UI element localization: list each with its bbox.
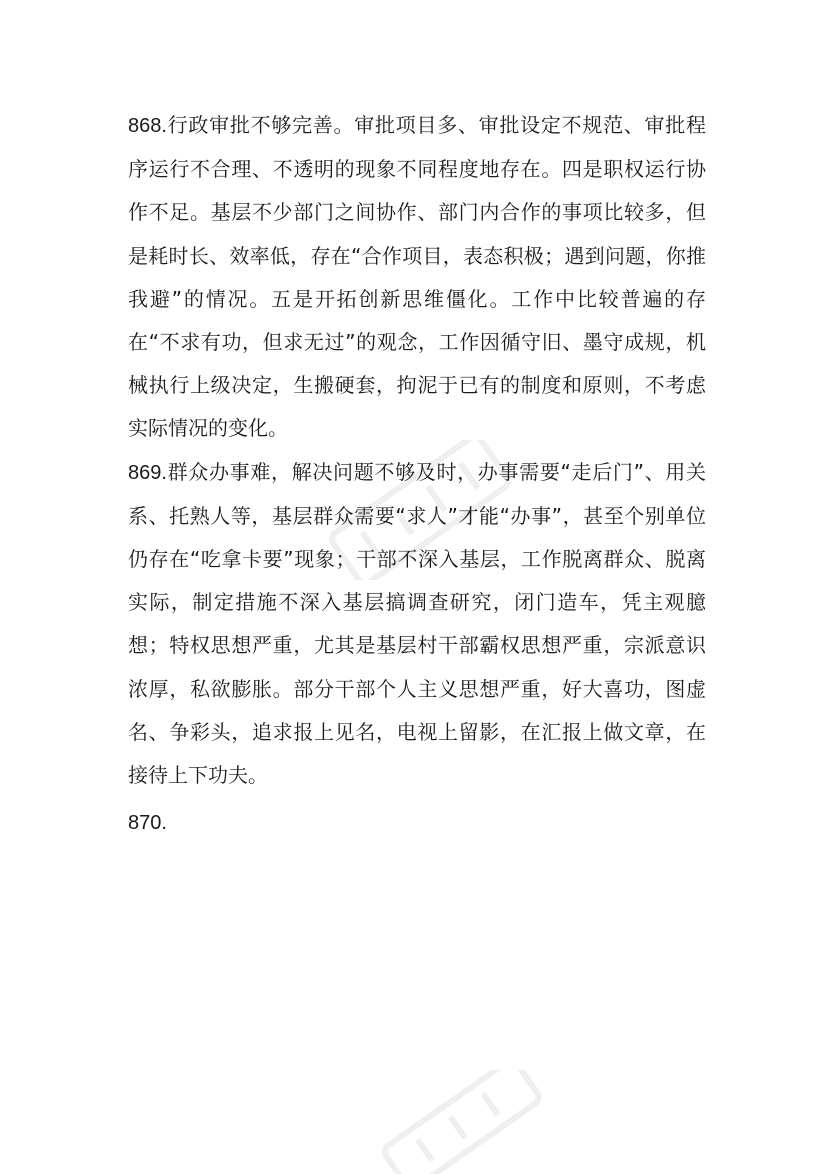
- paragraph-869: [128, 451, 706, 798]
- watermark-logo-bottom: [360, 1070, 560, 1174]
- paragraph-text: 群众办事难，解决问题不够及时，办事需要“走后门”、用关系、托熟人等，基层群众需要“求人”才能“办事”，甚至个别单位仍存在“吃拿卡要”现象；干部不深入基层，工作脱离群众、脱离实际，制定措施不深入基层搞调查研究，闭门造车，凭主观臆想；特权思想严重，尤其是基层村干部霸权思想严重，宗派意识浓厚，私欲膨胀。部分干部个人主义思想严重，好大喜功，图虚名、争彩头，追求报上见名，电视上留影，在汇报上做文章，在接待上下功夫。: [128, 459, 706, 788]
- paragraph-number: 870.: [128, 812, 167, 835]
- paragraph-number: 868.: [128, 115, 167, 137]
- paragraph-text: 行政审批不够完善。审批项目多、审批设定不规范、审批程序运行不合理、不透明的现象不同程度地存在。四是职权运行协作不足。基层不少部门之间协作、部门内合作的事项比较多，但是耗时长、效率低，存在“合作项目，表态积极；遇到问题，你推我避”的情况。五是开拓创新思维僵化。工作中比较普遍的存在“不求有功，但求无过”的观念，工作因循守旧、墨守成规，机械执行上级决定，生搬硬套，拘泥于已有的制度和原则，不考虑实际情况的变化。: [128, 113, 706, 441]
- paragraph-870: [128, 801, 706, 845]
- document-body: [128, 104, 706, 845]
- paragraph-868: [128, 104, 706, 451]
- paragraph-number: 869.: [128, 461, 167, 484]
